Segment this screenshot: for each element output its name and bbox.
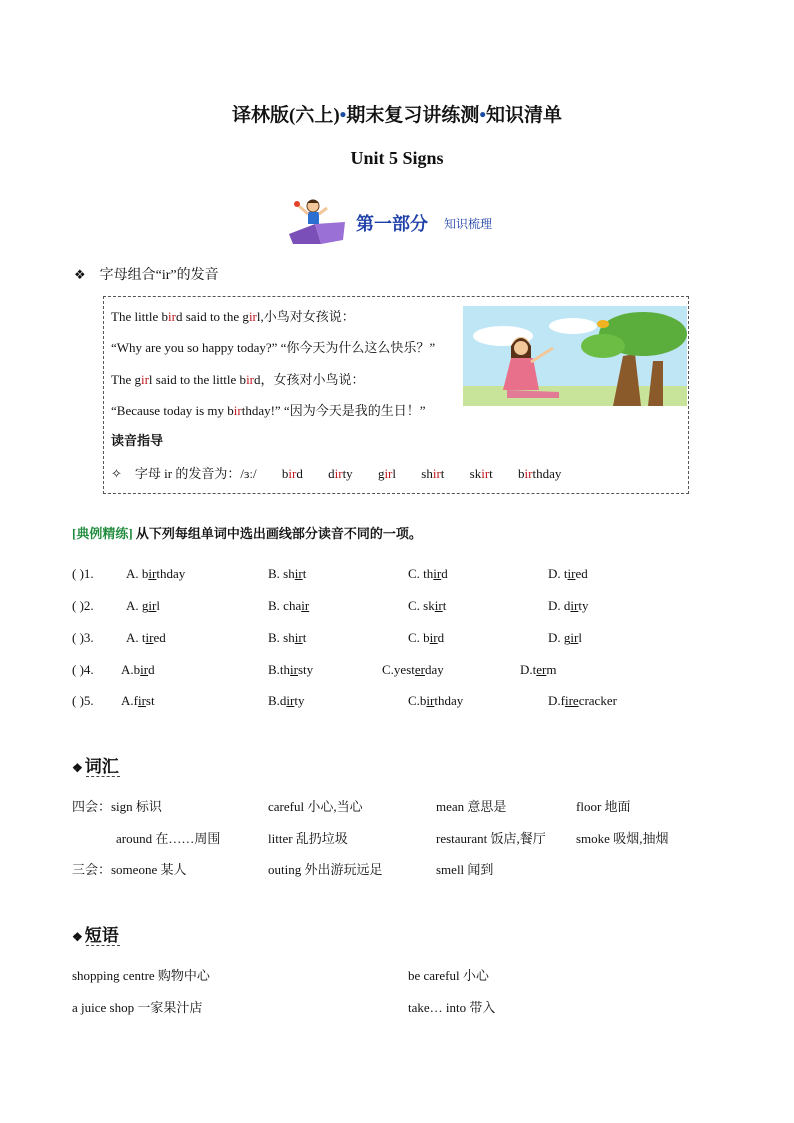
exercise-option: D. girl xyxy=(548,630,582,645)
exercise-number: ( )1. xyxy=(72,566,94,581)
phrase-item: take… into 带入 xyxy=(408,1000,496,1015)
vocab-item: smell 闻到 xyxy=(436,862,494,877)
example-word: girl xyxy=(377,466,397,481)
exercise-option: B. shirt xyxy=(268,630,307,645)
phrase-item: a juice shop 一家果汁店 xyxy=(72,1000,203,1015)
exercise-instruction: 从下列每组单词中选出画线部分读音不同的一项。 xyxy=(135,526,422,541)
exercise-option: D. tired xyxy=(548,566,588,581)
star-bullet-icon: ✧ xyxy=(111,466,122,481)
exercise-tag: [典例精练] xyxy=(72,526,133,541)
exercise-option: B. chair xyxy=(268,598,310,613)
phrase-heading: ❖ 短语 xyxy=(72,926,119,945)
example-word: shirt xyxy=(421,466,445,481)
exercise-option: A. birthday xyxy=(126,566,186,581)
unit-title: Unit 5 Signs xyxy=(350,148,444,168)
vocab-item: around 在……周围 xyxy=(116,831,221,846)
diamond-bullet-icon: ❖ xyxy=(72,761,83,775)
example-word: birthday xyxy=(518,466,562,481)
vocab-heading: ❖ 词汇 xyxy=(72,757,119,776)
exercise-option: A. girl xyxy=(126,598,160,613)
exercise-option: A.first xyxy=(121,693,155,708)
story-line-2: “Why are you so happy today?” “你今天为什么这么快乐？” xyxy=(111,340,436,355)
vocab-item: restaurant 饭店,餐厅 xyxy=(436,831,546,846)
vocab-item: smoke 吸烟,抽烟 xyxy=(576,831,669,846)
exercise-number: ( )2. xyxy=(72,598,94,613)
story-line-1: The little bird said to the girl,小鸟对女孩说： xyxy=(111,309,355,324)
document-title xyxy=(0,100,794,127)
exercise-number: ( )4. xyxy=(72,662,94,677)
vocab-item: 三会：someone 某人 xyxy=(72,862,187,877)
ir-pronunciation-rule: ✧ 字母 ir 的发音为：/ɜː/ bird dirty girl shirt skirt birthday xyxy=(111,466,562,481)
title-part-3: 知识清单 xyxy=(485,105,562,126)
vocab-item: mean 意思是 xyxy=(436,799,507,814)
girl-and-bird-illustration xyxy=(463,306,687,406)
exercise-number: ( )3. xyxy=(72,630,94,645)
title-part-1: 译林版(六上) xyxy=(232,105,340,126)
vocab-item: careful 小心,当心 xyxy=(268,799,363,814)
story-line-3: The girl said to the little bird，女孩对小鸟说： xyxy=(111,372,365,387)
exercise-option: B.dirty xyxy=(268,693,305,708)
exercise-option: C.yesterday xyxy=(382,662,444,677)
vocab-item: litter 乱扔垃圾 xyxy=(268,831,348,846)
exercise-option: B. shirt xyxy=(268,566,307,581)
vocab-item: 四会：sign 标识 xyxy=(72,799,162,814)
exercise-option: A.bird xyxy=(121,662,155,677)
vocab-item: outing 外出游玩远足 xyxy=(268,862,383,877)
exercise-option: A. tired xyxy=(126,630,166,645)
diamond-bullet-icon: ❖ xyxy=(72,930,83,944)
exercise-option: D. dirty xyxy=(548,598,589,613)
vocab-item: floor 地面 xyxy=(576,799,631,814)
example-word: dirty xyxy=(328,466,353,481)
exercise-option: C.birthday xyxy=(408,693,464,708)
exercise-number: ( )5. xyxy=(72,693,94,708)
story-line-4: “Because today is my birthday!” “因为今天是我的生日！” xyxy=(111,403,426,418)
exercise-option: C. skirt xyxy=(408,598,447,613)
reading-boy-icon xyxy=(285,196,349,246)
part-subtitle: 知识梳理 xyxy=(444,217,493,231)
part-title: 第一部分 xyxy=(356,214,428,234)
reading-guide-label: 读音指导 xyxy=(111,433,164,448)
exercise-option: B.thirsty xyxy=(268,662,314,677)
title-dot: • xyxy=(479,105,486,126)
exercise-heading xyxy=(72,523,422,542)
exercise-option: D.term xyxy=(520,662,557,677)
section-heading-ir: ❖ 字母组合“ir”的发音 xyxy=(74,267,219,283)
diamond-bullet-icon: ❖ xyxy=(74,267,86,282)
title-part-2: 期末复习讲练测 xyxy=(346,105,480,126)
exercise-option: C. bird xyxy=(408,630,445,645)
example-word: skirt xyxy=(469,466,493,481)
example-word: bird xyxy=(281,466,303,481)
title-dot: • xyxy=(339,105,347,126)
phrase-item: be careful 小心 xyxy=(408,968,489,983)
phrase-item: shopping centre 购物中心 xyxy=(72,968,210,983)
exercise-option: D.firecracker xyxy=(548,693,617,708)
exercise-option: C. third xyxy=(408,566,448,581)
